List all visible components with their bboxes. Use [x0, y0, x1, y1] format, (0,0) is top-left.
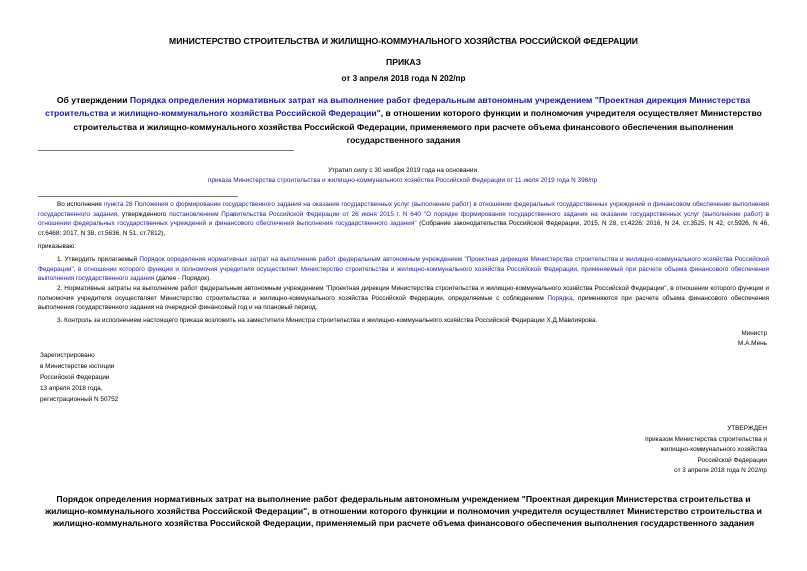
intro-text-b: , утвержденного — [117, 210, 170, 218]
order-date-number: от 3 апреля 2018 года N 202/пр — [341, 74, 466, 83]
lost-force-link[interactable]: приказа Министерства строительства и жилищно-коммунального хозяйства Российской Федерации от 11 июля 2019 года N 396/пр — [207, 176, 598, 184]
approved-block — [645, 424, 767, 477]
order-title-prefix: Об утверждении — [56, 95, 130, 105]
paragraph-1 — [38, 255, 769, 284]
paragraph-1-text: 1. Утвердить прилагаемый — [57, 256, 140, 263]
intro-paragraph — [38, 200, 769, 239]
registration-line: 13 апреля 2018 года, — [40, 385, 103, 392]
intro-link-regulation[interactable]: пункта 28 Положения о формировании государственного задания на оказание государственных услуг (выполнение работ) в отношении федеральных государственных учреждений и финансовом обеспечении выполнения государственного задания — [38, 201, 769, 218]
intro-text-c: (Собрание законодательства Российской Федерации, 2015, N 28, ст.4226; 2016, N 24, ст.3525, N 42, ст.5926, N 46, ст.6468; 2017, N 38, ст.5636, N 51, ст.7812), — [38, 220, 770, 238]
approved-line: приказом Министерства строительства и — [645, 435, 767, 443]
registration-line: Зарегистрировано — [40, 352, 95, 359]
ministry-heading: МИНИСТЕРСТВО СТРОИТЕЛЬСТВА И ЖИЛИЩНО-КОММУНАЛЬНОГО ХОЗЯЙСТВА РОССИЙСКОЙ ФЕДЕРАЦИИ — [169, 36, 638, 46]
approved-line: УТВЕРЖДЕН — [727, 425, 767, 432]
paragraph-2-tail: , применяются при расчете объема финансового обеспечения выполнения государственного задания на очередной финансовый год и на плановый период. — [38, 294, 769, 312]
paragraph-1-link[interactable]: Порядок определения нормативных затрат на выполнение работ федеральным автономным учреждением "Проектная дирекция Министерства строительства и жилищно-коммунального хозяйства Российской Федерации", в отношении которого функции и полномочия учредителя осуществляет Министерство строительства и жилищно-коммунального хозяйства Российской Федерации, применяемый при расчете объема финансового обеспечения выполнения государственного задания — [38, 256, 769, 283]
registration-block — [40, 350, 118, 405]
lost-force-text: Утратил силу с 30 ноября 2019 года на основании — [327, 167, 478, 174]
registration-line: в Министерстве юстиции — [40, 363, 115, 370]
order-title — [40, 94, 767, 147]
intro-text-a: Во исполнение — [57, 201, 104, 208]
separator-line — [38, 150, 294, 151]
signature-block — [738, 329, 767, 349]
registration-line: регистрационный N 50752 — [40, 396, 119, 403]
order-title-link[interactable]: Порядка определения нормативных затрат на выполнение работ федеральным автономным учреждением "Проектная дирекция Министерства строительства и жилищно-коммунального хозяйства Российской Федерации" — [45, 95, 751, 119]
signature-position: Министр — [741, 330, 767, 337]
order-title-suffix: , в отношении которого функции и полномочия учредителя осуществляет Министерство строительства и жилищно-коммунального хозяйства Российской Федерации, применяемого при расчете объема финансового обеспечения выполнения государственного задания — [73, 108, 762, 145]
lost-force-note — [200, 166, 605, 185]
signature-name: М.А.Мень — [738, 340, 767, 347]
intro-link-resolution[interactable]: постановлением Правительства Российской Федерации от 26 июня 2015 г. N 640 "О порядке формирования государственного задания на оказание государственных услуг (выполнение работ) в отношении федеральных государственных учреждений и финансового обеспечения выполнения государственного задания" — [38, 210, 770, 228]
paragraph-1-tail: (далее - Порядок). — [154, 275, 212, 283]
paragraph-2-text: 2. Нормативные затраты на выполнение работ федеральным автономным учреждением "Проектная дирекция Министерства строительства и жилищно-коммунального хозяйства Российской Федерации", в отношении которого функции и полномочия учредителя осуществляет Министерство строительства и жилищно-коммунального хозяйства Российской Федерации, определяемые с соблюдением — [38, 285, 769, 302]
annex-title: Порядок определения нормативных затрат на выполнение работ федеральным автономным учреждением "Проектная дирекция Министерства строительства и жилищно-коммунального хозяйства Российской Федерации", в отношении которого функции и полномочия учредителя осуществляет Министерство строительства и жилищно-коммунального хозяйства Российской Федерации, применяемый при расчете объема финансового обеспечения выполнения государственного задания — [45, 494, 762, 529]
separator-line-short — [38, 196, 238, 197]
document-type: ПРИКАЗ — [386, 57, 421, 67]
paragraph-2-link[interactable]: Порядка — [547, 294, 573, 302]
paragraph-2 — [38, 284, 769, 313]
approved-line: от 3 апреля 2018 года N 202/пр — [674, 467, 767, 474]
approved-line: Российской Федерации — [697, 456, 767, 464]
approved-line: жилищно-коммунального хозяйства — [660, 446, 767, 453]
order-word: приказываю: — [38, 243, 76, 250]
paragraph-3: 3. Контроль за исполнением настоящего приказа возложить на заместителя Министра строительства и жилищно-коммунального хозяйства Российской Федерации Х.Д.Мавлиярова. — [57, 317, 598, 324]
registration-line: Российской Федерации — [40, 374, 110, 381]
